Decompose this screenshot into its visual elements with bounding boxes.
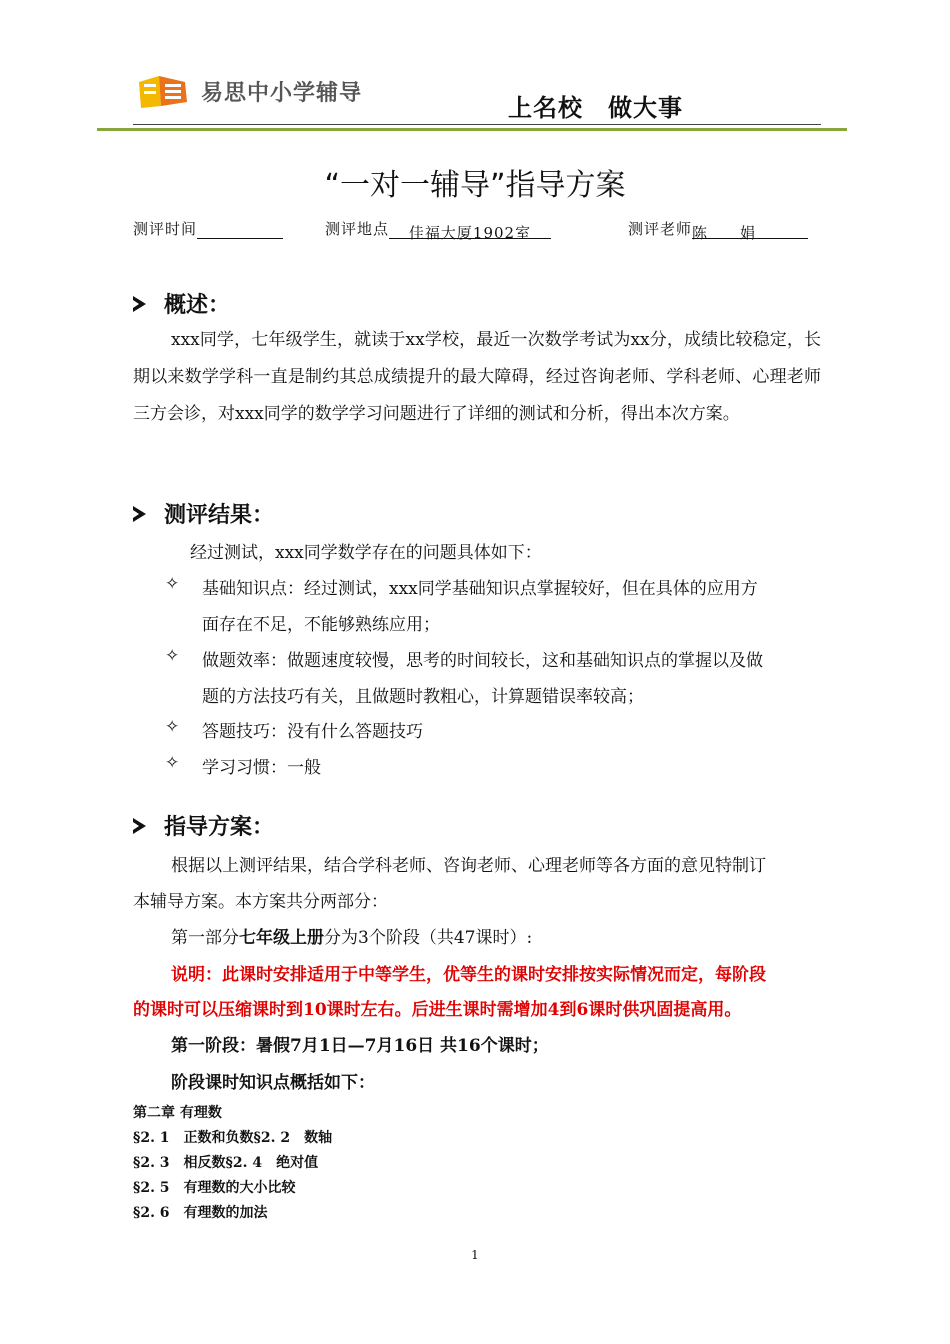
meta-place-value: 佳福大厦1902室 <box>389 222 551 239</box>
page-number: 1 <box>471 1248 479 1262</box>
results-intro: 经过测试，xxx同学数学存在的问题具体如下： <box>190 543 542 563</box>
chapter-title: 第二章 有理数 <box>133 1105 222 1121</box>
topic-item: §2. 5 有理数的大小比较 <box>133 1180 296 1196</box>
result-item-2-line2: 题的方法技巧有关，且做题时教粗心，计算题错误率较高； <box>202 687 644 707</box>
meta-teacher-label: 测评老师 <box>628 220 693 238</box>
meta-time-label: 测评时间 <box>133 220 198 238</box>
meta-teacher-value: 陈 娟 <box>692 222 808 239</box>
diamond-bullet-icon: ✧ <box>165 753 180 773</box>
meta-place-label: 测评地点 <box>325 220 390 238</box>
stage1-summary: 阶段课时知识点概括如下： <box>171 1073 375 1093</box>
brand-logo <box>135 72 362 110</box>
header-rule <box>133 124 821 125</box>
arrow-bullet-icon <box>133 818 146 834</box>
diamond-bullet-icon: ✧ <box>165 717 180 737</box>
diamond-bullet-icon: ✧ <box>165 574 180 594</box>
arrow-bullet-icon <box>133 296 146 312</box>
slogan: 上名校 做大事 <box>508 94 683 122</box>
result-item-4: 学习习惯：一般 <box>202 758 321 778</box>
arrow-bullet-icon <box>133 506 146 522</box>
plan-intro-line2: 本辅导方案。本方案共分两部分： <box>133 892 388 912</box>
result-item-3: 答题技巧：没有什么答题技巧 <box>202 722 423 742</box>
section-overview-heading: 概述： <box>133 288 230 319</box>
result-item-1-line2: 面存在不足，不能够熟练应用； <box>202 615 440 635</box>
plan-note-line2: 的课时可以压缩课时到10课时左右。后进生课时需增加4到6课时供巩固提高用。 <box>133 1000 742 1020</box>
meta-time-blank <box>197 222 283 239</box>
header-green-rule <box>97 128 847 131</box>
meta-teacher <box>628 218 808 242</box>
plan-intro-line1: 根据以上测评结果，结合学科老师、咨询老师、心理老师等各方面的意见特制订 <box>171 856 766 876</box>
topic-item: §2. 6 有理数的加法 <box>133 1205 268 1221</box>
diamond-bullet-icon: ✧ <box>165 646 180 666</box>
topic-item: §2. 1 正数和负数§2. 2 数轴 <box>133 1130 333 1146</box>
meta-place <box>325 218 551 242</box>
logo-icon <box>135 72 193 110</box>
section-results-heading: 测评结果： <box>133 498 274 529</box>
plan-part1: 第一部分七年级上册分为3个阶段（共47课时）: <box>171 928 533 948</box>
result-item-2-line1: 做题效率：做题速度较慢，思考的时间较长，这和基础知识点的掌握以及做 <box>202 651 763 671</box>
logo-text: 易思中小学辅导 <box>201 80 363 106</box>
section-plan-heading: 指导方案： <box>133 810 274 841</box>
plan-note-line1: 说明：此课时安排适用于中等学生，优等生的课时安排按实际情况而定，每阶段 <box>171 965 766 985</box>
overview-paragraph: xxx同学，七年级学生，就读于xx学校，最近一次数学考试为xx分，成绩比较稳定，长期以来数学学科一直是制约其总成绩提升的最大障碍，经过咨询老师、学科老师、心理老师三方会诊，对xxx同学的数学学习问题进行了详细的测试和分析，得出本次方案。 <box>133 330 821 424</box>
stage1-heading: 第一阶段：暑假7月1日—7月16日 共16个课时； <box>171 1036 549 1056</box>
topic-item: §2. 3 相反数§2. 4 绝对值 <box>133 1155 319 1171</box>
document-title: “一对一辅导”指导方案 <box>324 168 626 203</box>
result-item-1-line1: 基础知识点：经过测试，xxx同学基础知识点掌握较好，但在具体的应用方 <box>202 579 758 599</box>
meta-time <box>133 218 283 239</box>
